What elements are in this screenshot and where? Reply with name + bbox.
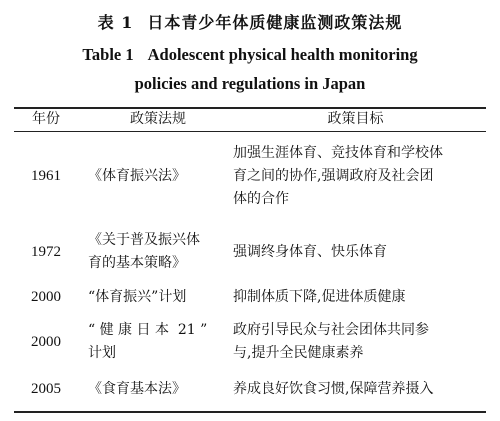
row-3-goal [233, 286, 478, 309]
row-3-policy [88, 286, 228, 309]
row-4-goal-line-1: 政府引导民众与社会团体共同参 [233, 322, 429, 338]
caption-english [20, 40, 480, 98]
caption-english-line-2: policies and regulations in Japan [134, 74, 366, 93]
row-2-year: 1972 [31, 244, 61, 260]
row-5-policy-line-1: 《食育基本法》 [88, 381, 186, 397]
row-5-goal-line-1: 养成良好饮食习惯,保障营养摄入 [233, 381, 434, 397]
row-1-policy-line-1: 《体育振兴法》 [88, 168, 186, 184]
row-5-goal [233, 378, 478, 401]
row-3-goal-line-1: 抑制体质下降,促进体质健康 [233, 289, 406, 305]
caption-english-title-1: Adolescent physical health monitoring [147, 45, 418, 64]
row-1-year: 1961 [31, 168, 61, 184]
header-rule [14, 131, 486, 132]
row-2-policy-line-1: 《关于普及振兴体 [88, 232, 200, 248]
row-4-goal [233, 319, 478, 365]
row-5-policy [88, 378, 228, 401]
row-2-goal [233, 241, 478, 264]
table-bottom-rule [14, 411, 486, 413]
row-4-policy [88, 319, 228, 365]
row-5-year: 2005 [31, 381, 61, 397]
row-4-policy-line-1: “ 健 康 日 本 21 ” [88, 322, 208, 338]
row-2-policy [88, 229, 228, 275]
caption-chinese-title: 日本青少年体质健康监测政策法规 [147, 13, 403, 32]
row-2-policy-line-2: 育的基本策略》 [88, 255, 186, 271]
column-header-policy: 政策法规 [130, 111, 186, 127]
column-header-year: 年份 [32, 111, 60, 127]
row-1-goal-line-1: 加强生涯体育、竞技体育和学校体 [233, 145, 443, 161]
caption-english-number: Table 1 [82, 45, 134, 64]
row-1-policy [88, 165, 228, 188]
row-3-year: 2000 [31, 289, 61, 305]
row-4-year: 2000 [31, 334, 61, 350]
row-1-goal-line-3: 体的合作 [233, 191, 289, 207]
row-4-goal-line-2: 与,提升全民健康素养 [233, 345, 364, 361]
column-header-goal: 政策目标 [327, 111, 384, 127]
caption-chinese [0, 10, 500, 33]
row-3-policy-line-1: “体育振兴”计划 [88, 289, 187, 305]
caption-chinese-number: 表 1 [97, 13, 134, 32]
caption-english-line-1 [20, 40, 480, 69]
row-1-goal-line-2: 育之间的协作,强调政府及社会团 [233, 168, 434, 184]
row-2-goal-line-1: 强调终身体育、快乐体育 [233, 244, 387, 260]
row-4-policy-line-2: 计划 [88, 345, 116, 361]
row-1-goal [233, 142, 478, 211]
